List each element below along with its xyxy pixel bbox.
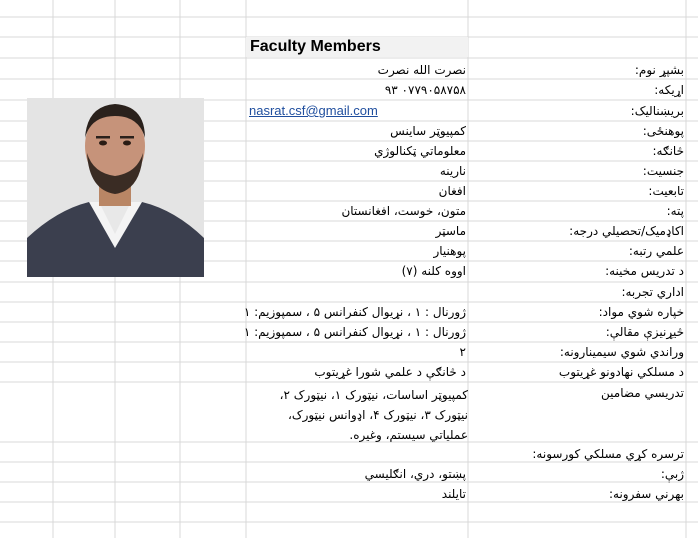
field-label: تدریسي مضامین	[601, 386, 684, 400]
field-value: کمپیوټر اساسات، نیټورک ۱، نیټورک ۲، نیټورک ۳، نیټورک ۴، اډوانس نیټورک، عملیاتي سیستم، وغیره.	[279, 388, 468, 442]
field-label: بشپړ نوم:	[634, 63, 684, 77]
field-value: نارینه	[439, 164, 466, 178]
field-label: علمي رتبه:	[628, 244, 684, 258]
field-label: بریښنالیک:	[630, 104, 684, 118]
field-value: ۲	[459, 345, 466, 359]
page-title: Faculty Members	[246, 37, 468, 57]
field-label: د تدریس مخینه:	[605, 264, 684, 278]
field-value: ژورنال : ۱ ، نړیوال کنفرانس ۵ ، سمپوزیم: ۱	[243, 305, 466, 319]
field-label: ژبې:	[660, 467, 684, 481]
field-value: پوهنیار	[433, 244, 466, 258]
faculty-photo	[27, 98, 204, 277]
field-value: ژورنال : ۱ ، نړیوال کنفرانس ۵ ، سمپوزیم: ۱	[243, 325, 466, 339]
field-label: وراندي شوي سیمینارونه:	[559, 345, 684, 359]
field-label: اکاډمیک/تحصیلي درجه:	[569, 224, 684, 238]
field-label: جنسیت:	[642, 164, 684, 178]
field-value: ماسټر	[435, 224, 466, 238]
field-value: معلوماتي ټکنالوژي	[374, 144, 466, 158]
email-link[interactable]: nasrat.csf@gmail.com	[249, 103, 378, 118]
field-label: بهرني سفرونه:	[608, 487, 684, 501]
field-value: ۰۷۷۹۰۵۸۷۵۸ ۹۳	[384, 83, 466, 97]
field-value: تایلند	[441, 487, 466, 501]
field-value: کمپیوټر ساینس	[390, 124, 466, 138]
field-value: اووه کلنه (۷)	[401, 264, 466, 278]
field-value: افغان	[438, 184, 466, 198]
field-label: تابعیت:	[648, 184, 684, 198]
field-label: اړیکه:	[654, 83, 684, 97]
field-label: ترسره کړي مسلکي کورسونه:	[532, 447, 684, 461]
field-value: نصرت الله نصرت	[377, 63, 466, 77]
field-value: د څانګې د علمي شورا غړیتوب	[314, 365, 466, 379]
field-label: خپاره شوي مواد:	[598, 305, 684, 319]
field-label: اداري تجربه:	[621, 285, 684, 299]
field-label: د مسلکي نهادونو غړیتوب	[558, 365, 684, 379]
field-label: پوهنځی:	[642, 124, 684, 138]
field-value: پښتو، دري، انګلیسي	[364, 467, 466, 481]
field-value: متون، خوست، افغانستان	[341, 204, 466, 218]
field-label: څیړنیزې مقالې:	[605, 325, 684, 339]
field-label: پته:	[666, 204, 684, 218]
field-label: څانګه:	[652, 144, 684, 158]
